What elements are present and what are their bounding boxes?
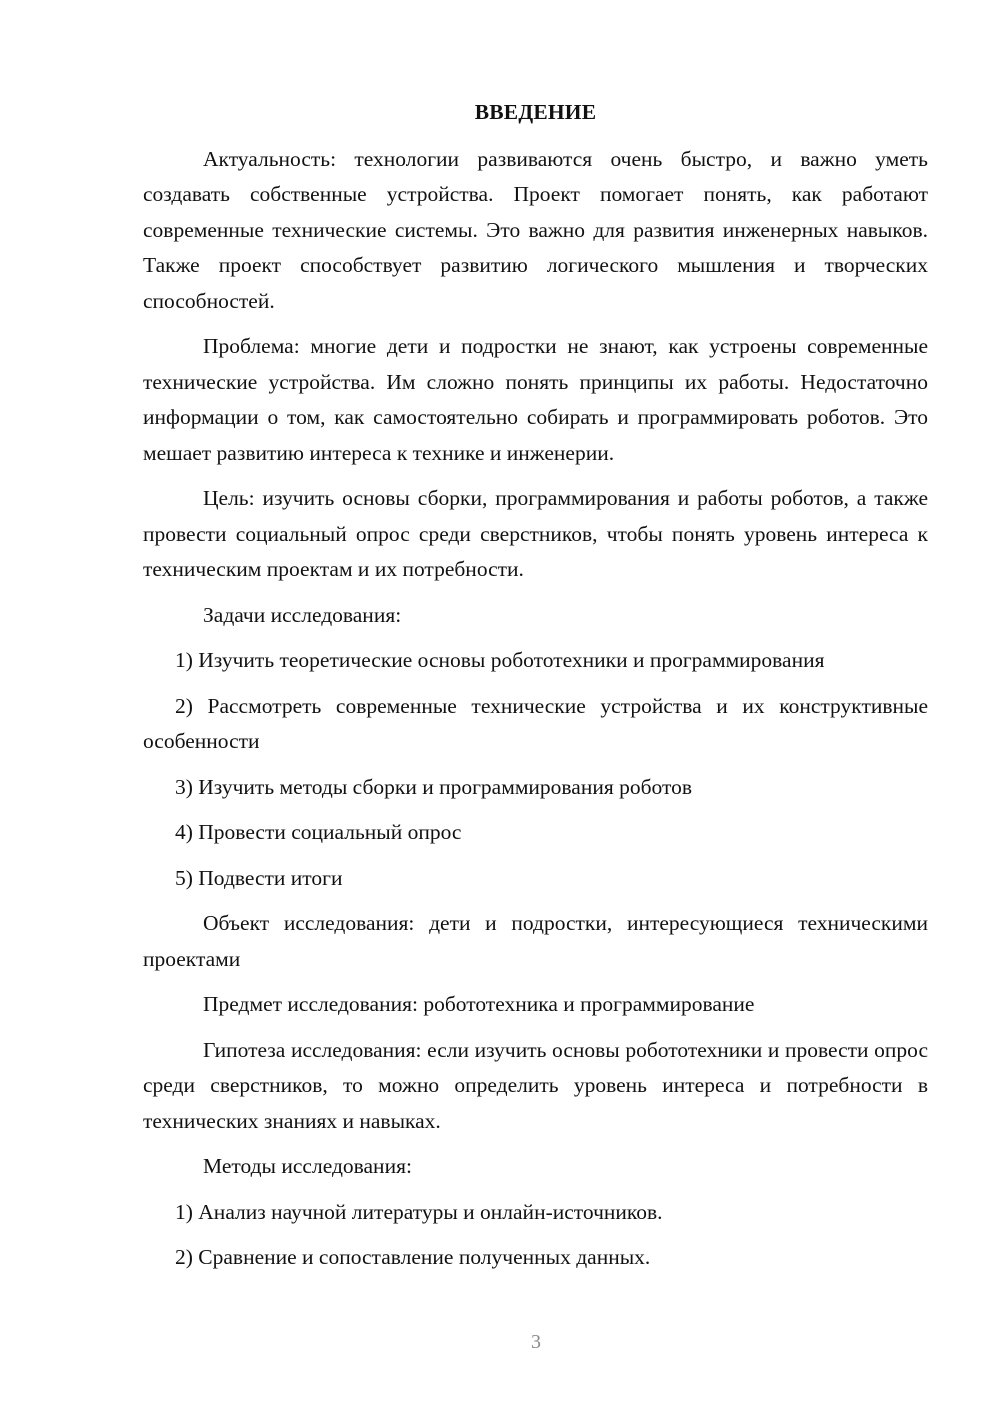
page-number: 3 (531, 1331, 541, 1353)
section-title: ВВЕДЕНИЕ (474, 100, 597, 124)
method-item-2: 2) Сравнение и сопоставление полученных данных. (175, 1245, 651, 1269)
task-item-3: 3) Изучить методы сборки и программирования роботов (175, 774, 693, 799)
task-item-4: 4) Провести социальный опрос (175, 820, 462, 844)
page-content (143, 95, 928, 1286)
hypothesis-paragraph: Гипотеза исследования: если изучить основы робототехники и провести опрос среди сверстников, то можно определить уровень интереса и потребности в технических знаниях и навыках. (143, 1037, 928, 1133)
method-item-1: 1) Анализ научной литературы и онлайн-источников. (175, 1199, 663, 1224)
methods-heading: Методы исследования: (203, 1154, 412, 1178)
tasks-heading: Задачи исследования: (203, 602, 402, 627)
goal-paragraph: Цель: изучить основы сборки, программирования и работы роботов, а также провести социальный опрос среди сверстников, чтобы понять уровень интереса к техническим проектам и их потребности. (143, 486, 928, 581)
task-item-2: 2) Рассмотреть современные технические устройства и их конструктивные особенности (143, 693, 928, 753)
relevance-paragraph: Актуальность: технологии развиваются очень быстро, и важно уметь создавать собственные устройства. Проект помогает понять, как работают современные технические системы. Это важно для развития инженерных навыков. Также проект способствует развитию логического мышления и творческих способностей. (143, 146, 928, 313)
subject-paragraph: Предмет исследования: робототехника и программирование (203, 992, 755, 1016)
task-item-5: 5) Подвести итоги (175, 865, 343, 890)
problem-paragraph: Проблема: многие дети и подростки не знают, как устроены современные технические устройства. Им сложно понять принципы их работы. Недостаточно информации о том, как самостоятельно собирать и программировать роботов. Это мешает развитию интереса к технике и инженерии. (143, 334, 928, 465)
object-paragraph: Объект исследования: дети и подростки, интересующиеся техническими проектами (143, 911, 928, 971)
task-item-1: 1) Изучить теоретические основы робототехники и программирования (175, 648, 825, 672)
